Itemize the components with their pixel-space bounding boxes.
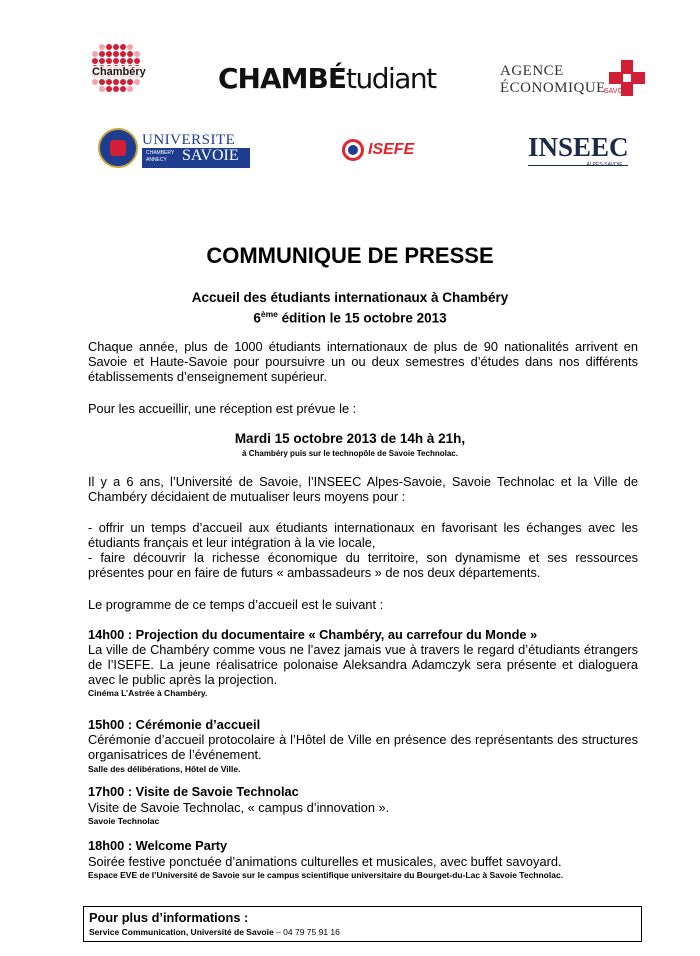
programme-item-head: 15h00 : Cérémonie d’accueil xyxy=(88,717,261,732)
programme-item-place: Savoie Technolac xyxy=(88,816,160,826)
goal-item: - offrir un temps d’accueil aux étudiants internationaux en favorisant les échanges avec les étudiants français et leur intégration à la vie locale, xyxy=(88,520,638,550)
reception-paragraph: Pour les accueillir, une réception est prévue le : xyxy=(88,401,357,416)
chambetudiant-logo-light: tudiant xyxy=(345,62,436,95)
inseec-logo-sub: ALPES-SAVOIE xyxy=(586,162,623,168)
chambery-logo xyxy=(92,44,144,96)
goal-item: - faire découvrir la richesse économique du territoire, son dynamisme et ses ressources présentes pour en faire de futurs « ambassadeurs » de nos deux départements. xyxy=(88,550,638,580)
universite-logo-savoie: SAVOIE xyxy=(182,147,239,164)
page-title: COMMUNIQUE DE PRESSE xyxy=(206,243,494,268)
intro-paragraph: Chaque année, plus de 1000 étudiants internationaux de plus de 90 nationalités arrivent en Savoie et Haute-Savoie pour poursuivre un ou deux semestres d’études dans nos différents établissements d’enseignement supérieur. xyxy=(88,339,638,384)
programme-item-place: Cinéma L’Astrée à Chambéry. xyxy=(88,688,208,698)
agence-logo-line1: AGENCE xyxy=(500,63,564,79)
subtitle xyxy=(0,289,700,327)
subtitle-line1: Accueil des étudiants internationaux à Chambéry xyxy=(191,290,509,305)
info-contact-line xyxy=(89,927,340,937)
isefe-logo xyxy=(342,137,422,167)
programme-item-desc: Visite de Savoie Technolac, « campus d’innovation ». xyxy=(88,800,390,815)
inseec-logo xyxy=(528,132,629,168)
programme-item-desc: La ville de Chambéry comme vous ne l’avez jamais vue à travers le regard d’étudiants étrangers de l’ISEFE. La jeune réalisatrice polonaise Aleksandra Adamczyk sera présente et dialoguera avec le public après la projection. xyxy=(88,642,638,687)
programme-item-head: 14h00 : Projection du documentaire « Chambéry, au carrefour du Monde » xyxy=(88,627,538,642)
subtitle-line2: 6ème édition le 15 octobre 2013 xyxy=(253,309,447,326)
inseec-logo-text: INSEEC xyxy=(528,132,629,162)
savoie-label: SAVOIE xyxy=(604,88,630,95)
chambery-logo-text: Chambéry xyxy=(92,66,146,78)
agence-logo-line2: ÉCONOMIQUE xyxy=(500,80,606,96)
isefe-logo-text: ISEFE xyxy=(368,141,415,158)
info-contact: Service Communication, Université de Savoie xyxy=(89,927,274,937)
universite-savoie-logo xyxy=(98,128,256,172)
programme-item-head: 17h00 : Visite de Savoie Technolac xyxy=(88,784,299,799)
chambetudiant-logo-bold: CHAMBÉ xyxy=(218,62,346,95)
chambetudiant-logo xyxy=(218,62,436,95)
info-box xyxy=(83,906,642,942)
info-phone: – 04 79 75 91 16 xyxy=(273,927,340,937)
isefe-circle-icon xyxy=(342,139,364,161)
programme-item-head: 18h00 : Welcome Party xyxy=(88,838,228,853)
programme-intro: Le programme de ce temps d’accueil est le suivant : xyxy=(88,597,384,612)
event-place: à Chambéry puis sur le technopôle de Savoie Technolac. xyxy=(242,449,458,458)
programme-item-desc: Soirée festive ponctuée d’animations culturelles et musicales, avec buffet savoyard. xyxy=(88,854,562,869)
programme-item-place: Espace EVE de l’Université de Savoie sur le campus scientifique universitaire du Bourget-du-Lac à Savoie Technolac. xyxy=(88,870,564,880)
programme-item-place: Salle des délibérations, Hôtel de Ville. xyxy=(88,764,241,774)
event-date: Mardi 15 octobre 2013 de 14h à 21h, xyxy=(234,431,466,446)
history-paragraph: Il y a 6 ans, l’Université de Savoie, l’INSEEC Alpes-Savoie, Savoie Technolac et la Ville de Chambéry décidaient de mutualiser leurs moyens pour : xyxy=(88,474,638,504)
info-title: Pour plus d’informations : xyxy=(89,910,249,925)
programme-item-desc: Cérémonie d’accueil protocolaire à l’Hôtel de Ville en présence des représentants des structures organisatrices de l’événement. xyxy=(88,732,638,762)
universite-logo-text: UNIVERSITE xyxy=(142,132,236,148)
universite-logo-sub: CHAMBERY ANNECY xyxy=(146,150,175,163)
agence-economique-logo xyxy=(500,60,645,102)
university-seal-icon xyxy=(98,128,138,168)
